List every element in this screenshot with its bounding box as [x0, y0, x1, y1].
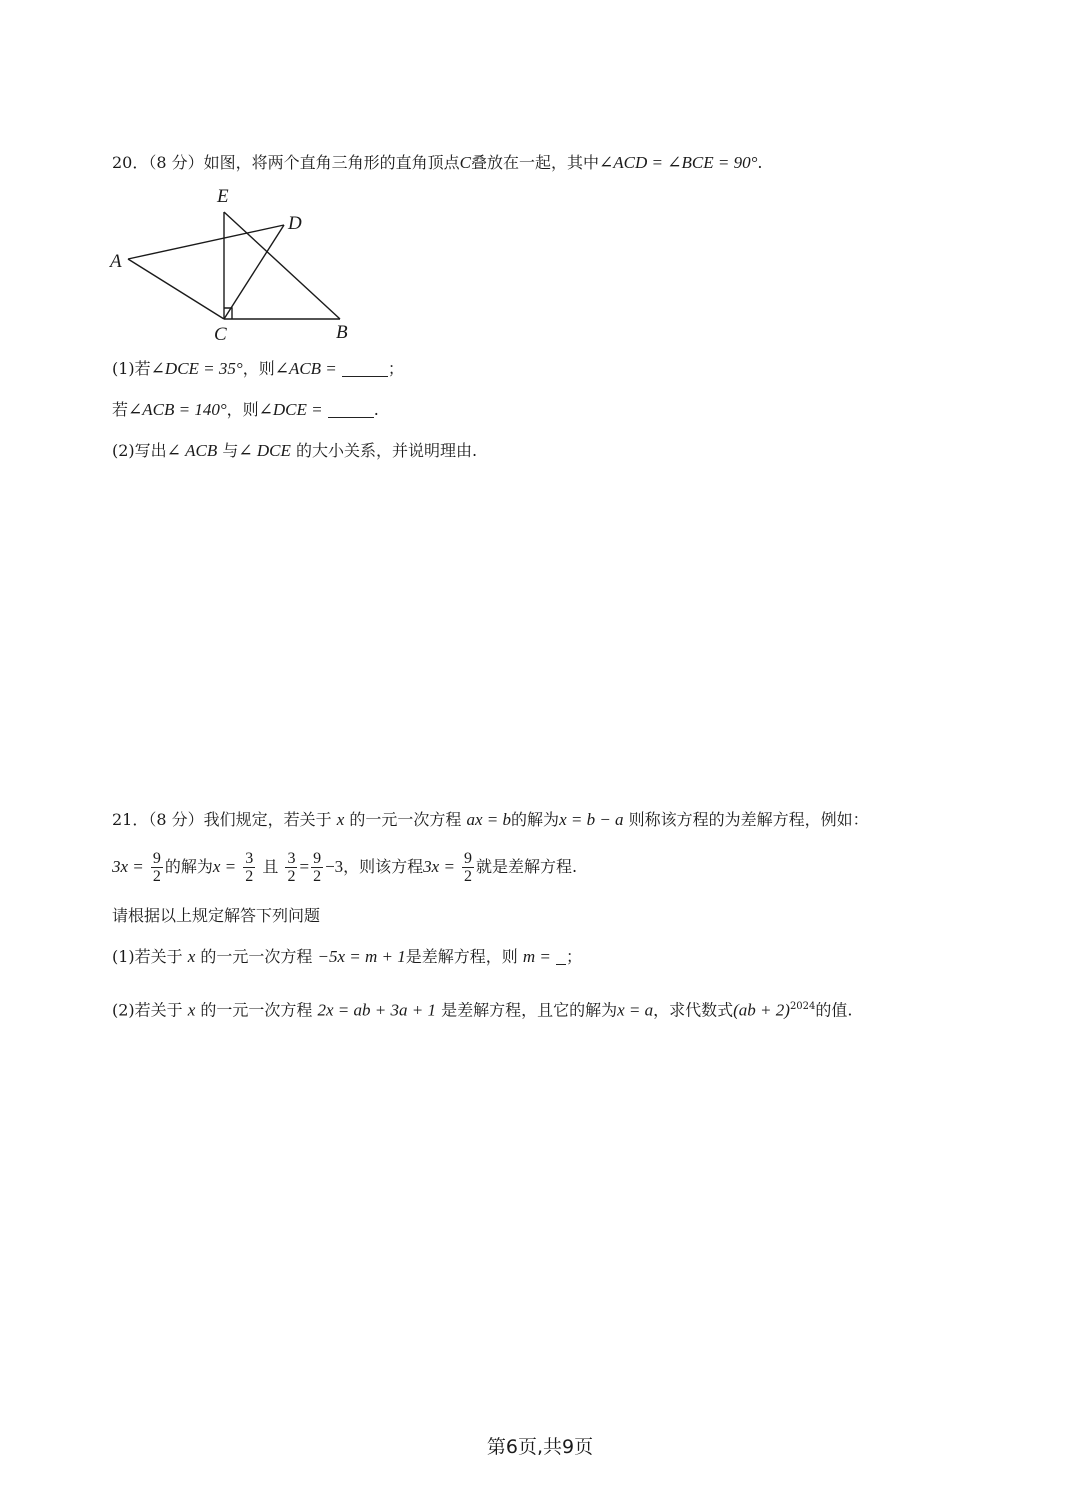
answer-blank[interactable]: [328, 401, 374, 418]
q21-instruction: 请根据以上规定解答下列问题: [112, 906, 321, 925]
q21-part1: (1)若关于 x 的一元一次方程 −5x = m + 1是差解方程，则 m = ；: [112, 947, 582, 966]
label-e: E: [217, 186, 229, 207]
label-d: D: [288, 213, 302, 234]
fraction: $\frac{9}{2}$: [464, 850, 473, 885]
q21-stem: 21．（8 分）我们规定，若关于 x 的一元一次方程 ax = b的解为x = b − a 则称该方程的为差解方程，例如：: [112, 810, 869, 829]
fraction: $\frac{9}{2}$: [152, 850, 161, 885]
q20-stem: 20．（8 分）如图，将两个直角三角形的直角顶点C叠放在一起，其中∠ACD = ∠BCE = 90°.: [112, 153, 763, 172]
label-c: C: [214, 324, 227, 345]
segment-ac: [128, 259, 224, 319]
q21-example: 3x = $\frac{9}{2}$ 的解为x = $\frac{3}{2}$ 且 $\frac{3}{2}$ = $\frac{9}{2}$ −3，则该方程3x = $\frac{9}{2}$ 就是差解方程.: [112, 850, 578, 885]
page-footer: 第6页,共9页: [486, 1436, 594, 1458]
label-a: A: [110, 251, 122, 272]
segment-ad: [128, 225, 284, 259]
answer-blank[interactable]: [556, 948, 566, 965]
q21-part2: (2)若关于 x 的一元一次方程 2x = ab + 3a + 1 是差解方程，且它的解为x = a，求代数式(ab + 2)$^{2024}$的值.: [112, 1000, 853, 1020]
q20-condition: ∠ACD = ∠BCE = 90°: [599, 153, 758, 172]
q20-part1: (1)若∠DCE = 35°，则∠ACB = ；: [112, 359, 404, 378]
fraction: $\frac{3}{2}$: [245, 850, 254, 885]
answer-blank[interactable]: [342, 360, 388, 377]
q20-part2: (2)写出∠ ACB 与∠ DCE 的大小关系，并说明理由.: [112, 441, 478, 460]
fraction: $\frac{3}{2}$: [287, 850, 296, 885]
q20-part1b: 若∠ACB = 140°，则∠DCE = .: [112, 400, 379, 419]
label-b: B: [336, 322, 348, 343]
triangle-figure: [108, 182, 368, 347]
fraction: $\frac{9}{2}$: [313, 850, 322, 885]
